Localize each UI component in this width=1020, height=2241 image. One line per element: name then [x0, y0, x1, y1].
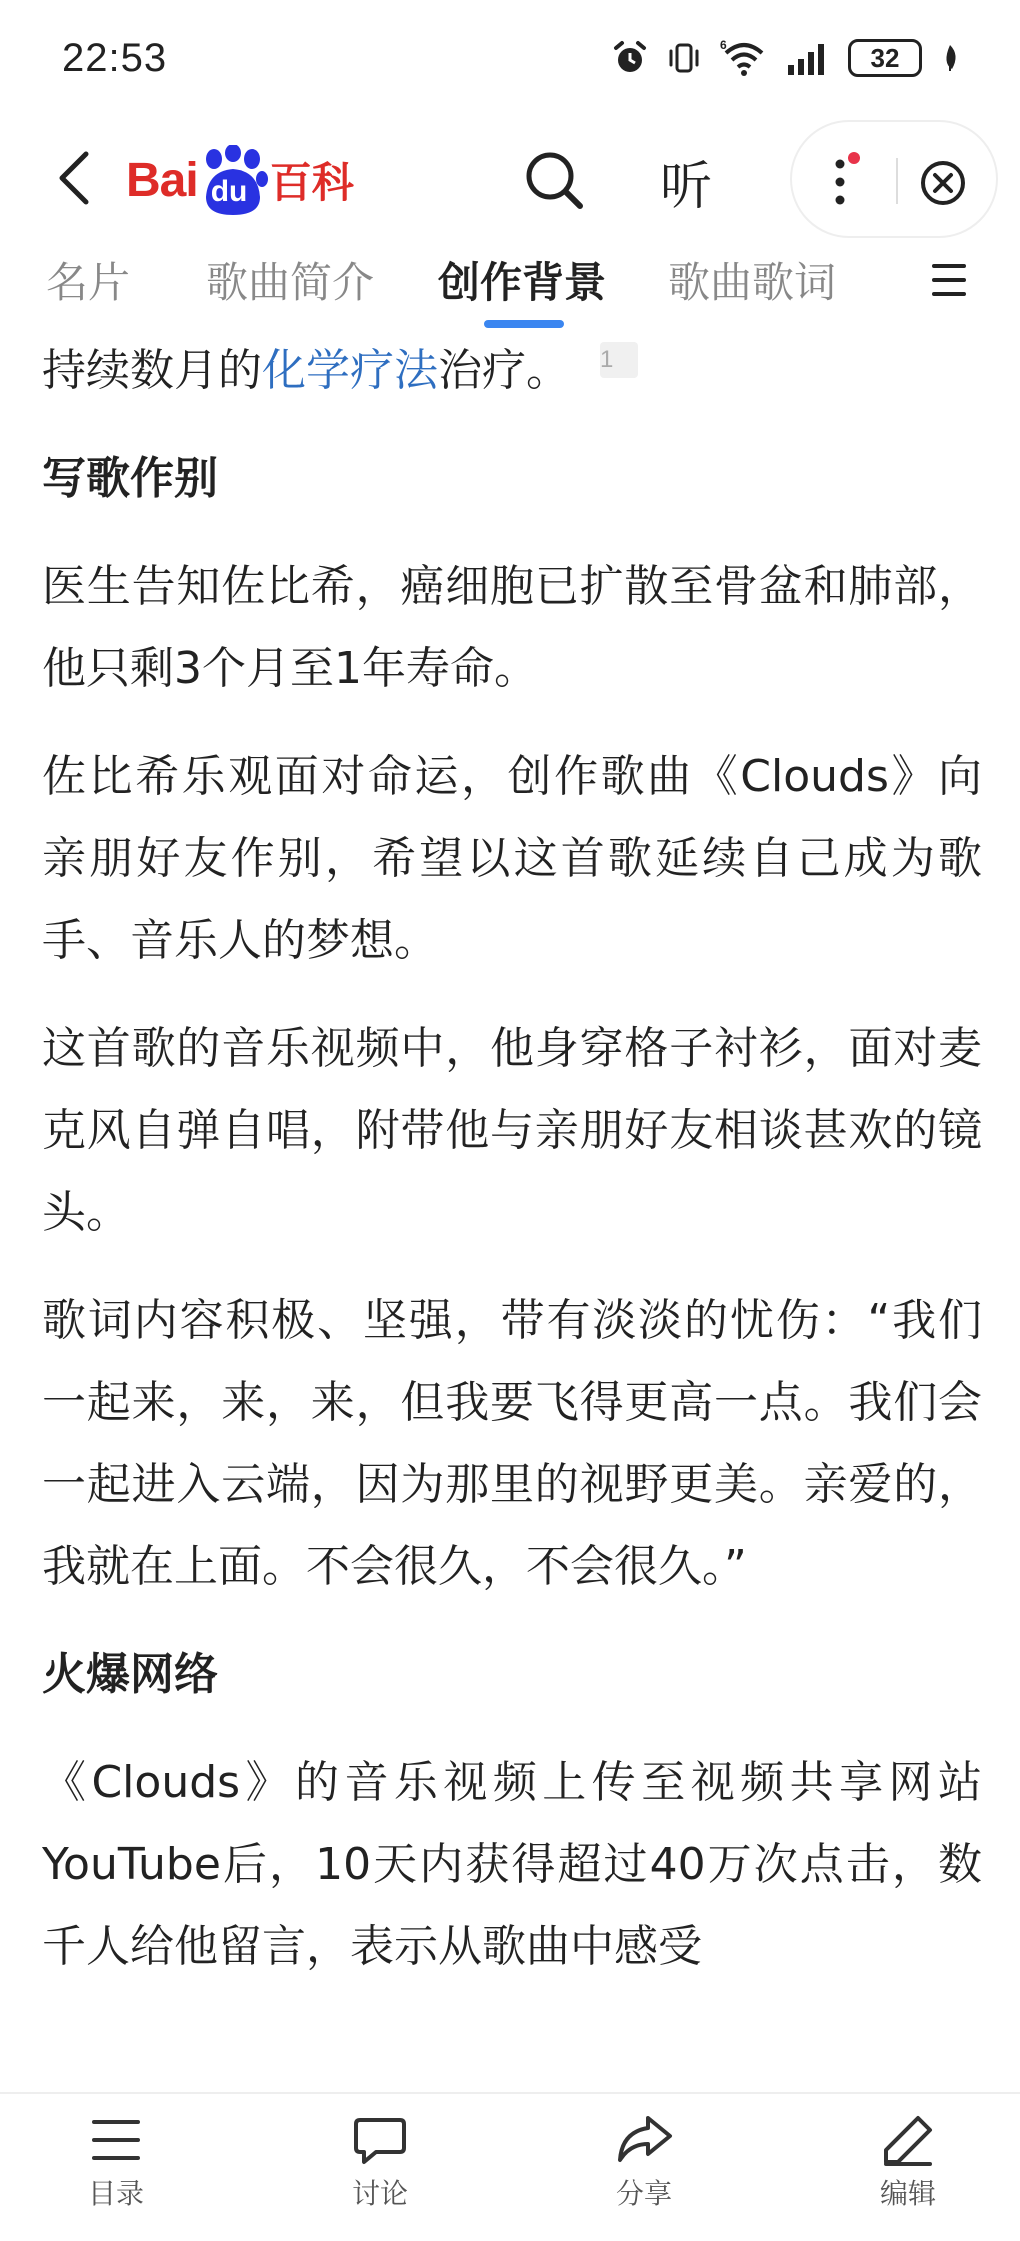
- status-bar: [0, 0, 1020, 118]
- tab-song-lyrics[interactable]: 歌曲歌词: [668, 258, 837, 307]
- status-time: 22:53: [62, 36, 168, 80]
- logo-bai-text: Bai: [126, 153, 198, 207]
- share-icon: [614, 2112, 674, 2168]
- paragraph-1: 医生告知佐比希，癌细胞已扩散至骨盆和肺部，他只剩3个月至1年寿命。: [42, 561, 982, 694]
- nav-contents[interactable]: [46, 2112, 186, 2232]
- search-icon: [522, 148, 586, 212]
- status-icons: [612, 34, 960, 82]
- svg-text:6: 6: [720, 39, 727, 52]
- tab-creation-background[interactable]: 创作背景: [438, 258, 607, 307]
- active-tab-indicator: [484, 320, 564, 328]
- leaf-icon: [940, 43, 960, 73]
- paw-icon: [198, 145, 268, 215]
- tab-name-card[interactable]: 名片: [46, 258, 131, 307]
- more-dots-icon: [832, 152, 862, 212]
- paragraph-4: 歌词内容积极、坚强，带有淡淡的忧伤：“我们一起来，来，来，但我要飞得更高一点。我们会一起进入云端，因为那里的视野更美。亲爱的，我就在上面。不会很久，不会很久。”: [42, 1295, 982, 1592]
- chemotherapy-link[interactable]: 化学疗法: [262, 345, 438, 396]
- paragraph-0: [42, 330, 982, 412]
- tabs-fade: [0, 244, 40, 324]
- close-circle-icon: [920, 160, 966, 206]
- nav-contents-label: 目录: [87, 2177, 144, 2210]
- section-tabs: [0, 244, 1020, 330]
- paragraph-0-text: 持续数月的: [42, 345, 262, 396]
- nav-discuss-label: 讨论: [351, 2177, 408, 2210]
- nav-discuss[interactable]: [310, 2112, 450, 2232]
- paragraph-3: 这首歌的音乐视频中，他身穿格子衬衫，面对麦克风自弹自唱，附带他与亲朋好友相谈甚欢的镜头。: [42, 1023, 982, 1238]
- nav-edit-label: 编辑: [879, 2177, 936, 2210]
- chat-icon: [350, 2112, 410, 2168]
- reference-badge[interactable]: 1: [600, 342, 638, 378]
- paragraph-0-tail: 治疗。: [438, 345, 570, 396]
- list-icon: [86, 2112, 146, 2168]
- wifi-6-icon: [720, 39, 768, 77]
- logo-du-text: du: [210, 175, 248, 208]
- logo-baike-text: 百科: [269, 158, 354, 207]
- vibrate-icon: [666, 40, 702, 76]
- more-button[interactable]: [832, 152, 852, 212]
- search-button[interactable]: [522, 148, 586, 212]
- section-heading-farewell: 写歌作别: [42, 453, 218, 504]
- bottom-toolbar: [0, 2092, 1020, 2241]
- edit-icon: [878, 2112, 938, 2168]
- article-content: [42, 330, 982, 2090]
- tabs-menu-button[interactable]: [928, 260, 972, 300]
- nav-edit[interactable]: [838, 2112, 978, 2232]
- paragraph-5: 《Clouds》的音乐视频上传至视频共享网站YouTube后，10天内获得超过40万次点击，数千人给他留言，表示从歌曲中感受: [42, 1757, 982, 1972]
- baidu-baike-logo[interactable]: [126, 144, 354, 216]
- listen-button[interactable]: 听: [660, 157, 713, 217]
- section-heading-viral: 火爆网络: [42, 1649, 218, 1700]
- signal-icon: [786, 41, 830, 75]
- nav-share-label: 分享: [615, 2177, 672, 2210]
- alarm-icon: [612, 40, 648, 76]
- chevron-left-icon: [54, 150, 94, 206]
- close-button[interactable]: [920, 160, 966, 206]
- tab-song-intro[interactable]: 歌曲简介: [206, 258, 375, 307]
- nav-share[interactable]: [574, 2112, 714, 2232]
- capsule-divider: [896, 158, 898, 204]
- battery-icon: 32: [848, 39, 922, 77]
- miniapp-capsule: [790, 120, 998, 238]
- header: [0, 118, 1020, 244]
- menu-icon: [928, 260, 972, 300]
- back-button[interactable]: [44, 138, 104, 218]
- paragraph-2: 佐比希乐观面对命运，创作歌曲《Clouds》向亲朋好友作别，希望以这首歌延续自己成为歌手、音乐人的梦想。: [42, 751, 982, 966]
